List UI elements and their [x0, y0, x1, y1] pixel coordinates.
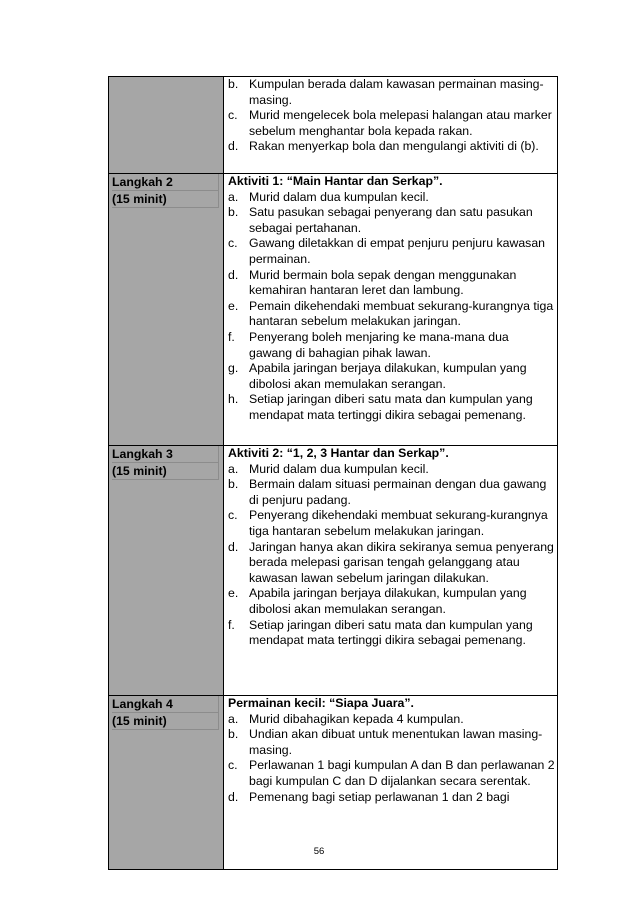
step-label-cell: [109, 174, 224, 446]
list-item-text: Rakan menyerkap bola dan mengulangi aktiviti di (b).: [249, 139, 539, 154]
list-marker: e.: [228, 586, 239, 601]
list-marker: f.: [228, 617, 235, 632]
step-duration: (15 minit): [112, 713, 219, 730]
list-item: [228, 477, 555, 508]
step-label: Langkah 4: [112, 696, 219, 713]
lesson-plan-table: [108, 76, 558, 870]
list-marker: d.: [228, 539, 239, 554]
step-label-cell: [109, 696, 224, 870]
list-item-text: Apabila jaringan berjaya dilakukan, kumpulan yang dibolosi akan memulakan serangan.: [249, 361, 527, 391]
list-item: [228, 236, 555, 267]
list-item-text: Pemenang bagi setiap perlawanan 1 dan 2 bagi: [249, 789, 510, 804]
list-marker: d.: [228, 139, 239, 154]
list-marker: f.: [228, 329, 235, 344]
list-item-text: Setiap jaringan diberi satu mata dan kumpulan yang mendapat mata tertinggi dikira sebagai pemenang.: [249, 392, 533, 422]
list-marker: c.: [228, 758, 238, 773]
list-item-text: Setiap jaringan diberi satu mata dan kumpulan yang mendapat mata tertinggi dikira sebagai pemenang.: [249, 617, 533, 648]
list-item-text: Kumpulan berada dalam kawasan permainan masing-masing.: [249, 77, 544, 107]
list-marker: c.: [228, 108, 238, 123]
list-item: [228, 758, 555, 789]
step-content-cell: [224, 174, 558, 446]
list-marker: b.: [228, 477, 239, 492]
step-content-cell: [224, 446, 558, 696]
list-item: [228, 727, 555, 758]
list-item: [228, 540, 555, 587]
table-row: [109, 77, 558, 174]
list-item: [228, 77, 555, 108]
step-content-cell: [224, 77, 558, 174]
step-label-cell: [109, 77, 224, 174]
table-row: [109, 696, 558, 870]
table-row: [109, 446, 558, 696]
list-item-text: Murid dalam dua kumpulan kecil.: [249, 189, 429, 204]
list-marker: c.: [228, 508, 238, 523]
step-label-cell: [109, 446, 224, 696]
list-item-text: Murid bermain bola sepak dengan menggunakan kemahiran hantaran leret dan lambung.: [249, 267, 517, 298]
list-item: [228, 462, 555, 478]
list-marker: d.: [228, 789, 239, 804]
list-item: [228, 508, 555, 539]
list-marker: a.: [228, 461, 239, 476]
list-marker: b.: [228, 77, 239, 91]
list-item-text: Murid dibahagikan kepada 4 kumpulan.: [249, 711, 464, 726]
list-item: [228, 712, 555, 728]
list-marker: e.: [228, 298, 239, 313]
list-item: [228, 299, 555, 330]
list-item-text: Gawang diletakkan di empat penjuru penjuru kawasan permainan.: [249, 236, 545, 266]
list-marker: b.: [228, 727, 239, 742]
list-item-text: Jaringan hanya akan dikira sekiranya semua penyerang berada melepasi garisan tengah gelanggang atau kawasan lawan sebelum jaringan dilakukan.: [249, 539, 554, 585]
step-duration: (15 minit): [112, 191, 219, 208]
list-marker: g.: [228, 361, 239, 376]
step-duration: (15 minit): [112, 463, 219, 480]
list-item: [228, 586, 555, 617]
list-item: [228, 205, 555, 236]
list-marker: d.: [228, 267, 239, 282]
list-item-text: Apabila jaringan berjaya dilakukan, kumpulan yang dibolosi akan memulakan serangan.: [249, 586, 527, 616]
activity-title: Aktiviti 2: “1, 2, 3 Hantar dan Serkap”.: [228, 446, 449, 460]
list-item-text: Penyerang boleh menjaring ke mana-mana dua gawang di bahagian pihak lawan.: [249, 329, 509, 360]
list-item: [228, 392, 555, 423]
list-item: [228, 330, 555, 361]
step-label: Langkah 2: [112, 174, 219, 191]
list-item: [228, 618, 555, 649]
list-item: [228, 139, 555, 155]
list-item-text: Murid mengelecek bola melepasi halangan atau marker sebelum menghantar bola kepada rakan.: [249, 108, 552, 138]
step-label: Langkah 3: [112, 446, 219, 463]
list-marker: c.: [228, 236, 238, 251]
list-item-text: Penyerang dikehendaki membuat sekurang-kurangnya tiga hantaran sebelum melakukan jaringan.: [249, 508, 548, 538]
list-item-text: Bermain dalam situasi permainan dengan dua gawang di penjuru padang.: [249, 477, 547, 507]
list-marker: a.: [228, 711, 239, 726]
table-row: [109, 174, 558, 446]
list-item: [228, 190, 555, 206]
list-item: [228, 268, 555, 299]
list-item: [228, 108, 555, 139]
list-marker: h.: [228, 392, 239, 407]
list-item-text: Satu pasukan sebagai penyerang dan satu pasukan sebagai pertahanan.: [249, 205, 533, 235]
list-item: [228, 361, 555, 392]
list-item: [228, 790, 555, 806]
list-item-text: Perlawanan 1 bagi kumpulan A dan B dan perlawanan 2 bagi kumpulan C dan D dijalankan secara serentak.: [249, 758, 555, 788]
list-item-text: Pemain dikehendaki membuat sekurang-kurangnya tiga hantaran sebelum melakukan jaringan.: [249, 298, 554, 329]
activity-title: Permainan kecil: “Siapa Juara”.: [228, 696, 414, 710]
activity-title: Aktiviti 1: “Main Hantar dan Serkap”.: [228, 174, 443, 188]
list-marker: a.: [228, 189, 239, 204]
list-item-text: Murid dalam dua kumpulan kecil.: [249, 461, 429, 476]
step-content-cell: [224, 696, 558, 870]
list-item-text: Undian akan dibuat untuk menentukan lawan masing-masing.: [249, 727, 543, 757]
list-marker: b.: [228, 205, 239, 220]
page-number: 56: [313, 846, 325, 857]
